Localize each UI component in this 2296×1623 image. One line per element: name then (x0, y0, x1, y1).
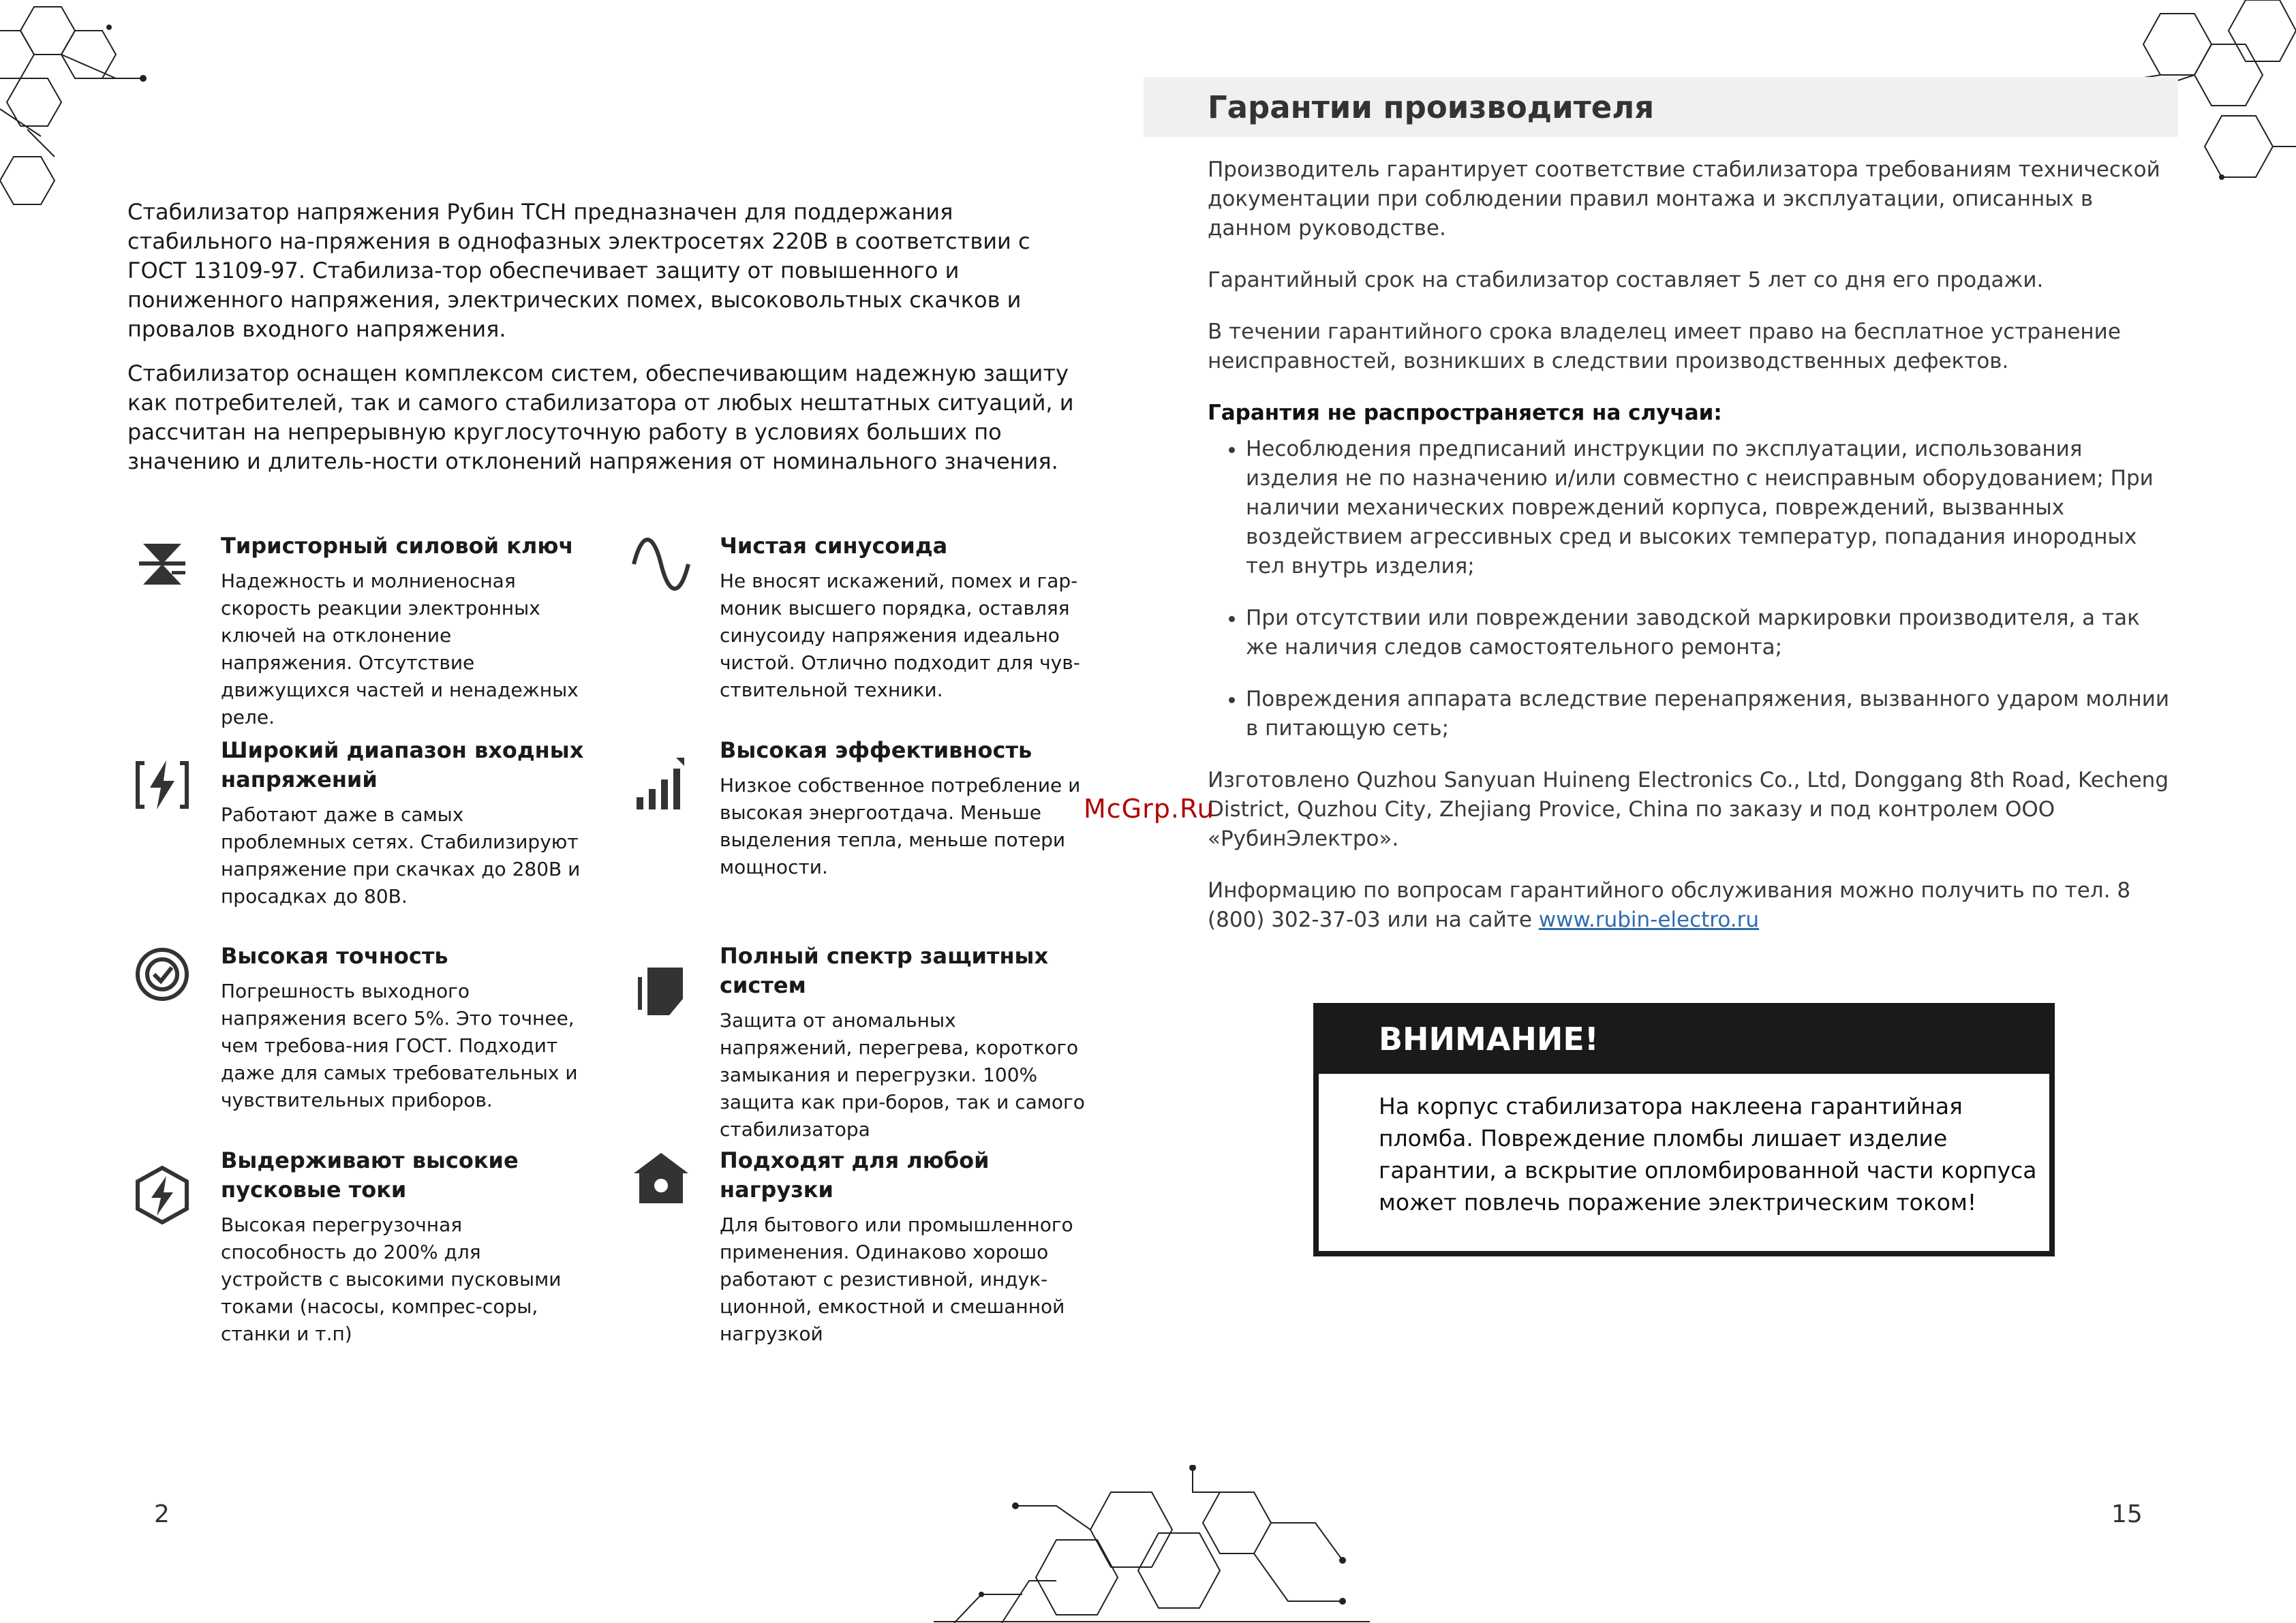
website-link[interactable]: www.rubin-electro.ru (1538, 908, 1760, 932)
feature-title: Чистая синусоида (720, 533, 948, 559)
warning-title: ВНИМАНИЕ! (1379, 1021, 1599, 1057)
thyristor-icon (129, 531, 195, 597)
contact-info (1208, 876, 2175, 935)
warranty-paragraph-1: Производитель гарантирует соответствие стабилизатора требованиям технической документации при соблюдении правил монтажа и эксплуатации, описанных в данном руководстве. (1208, 157, 2160, 241)
feature-title: Выдерживают высокие пусковые токи (221, 1147, 519, 1203)
feature-text: Защита от аномальных напряжений, перегрева, короткого замыкания и перегрузки. 100% защита как при-боров, так и самого стабилизатора (720, 1009, 1085, 1141)
list-item: • Повреждения аппарата вследствие перенапряжения, вызванного ударом молнии в питающую сеть; (1246, 685, 2175, 743)
feature-any-load (720, 1146, 1088, 1348)
feature-text: Работают даже в самых проблемных сетях. Стабилизируют напряжение при скачках до 280В и просадках до 80В. (221, 803, 581, 908)
decorative-hexagon-pattern-top-left (0, 0, 177, 218)
feature-text: Для бытового или промышленного применения. Одинаково хорошо работают с резистивной, индук-ционной, емкостной и смешанной нагрузкой (720, 1214, 1073, 1345)
sine-wave-icon (628, 531, 694, 597)
feature-title: Полный спектр защитных систем (720, 943, 1049, 998)
page-title: Гарантии производителя (1208, 89, 1655, 125)
feature-title: Высокая эффективность (720, 737, 1032, 763)
feature-efficiency (720, 736, 1088, 881)
feature-title: Подходят для любой нагрузки (720, 1147, 990, 1203)
lightning-hexagon-icon (129, 1162, 195, 1228)
feature-title: Широкий диапазон входных напряжений (221, 737, 584, 792)
feature-protection (720, 942, 1088, 1143)
feature-text: Не вносят искажений, помех и гар-моник высшего порядка, оставляя синусоиду напряжения идеально чистой. Отлично подходит для чув-ствительной техники. (720, 570, 1080, 701)
watermark: McGrp.Ru (1084, 794, 1214, 824)
list-item: • Несоблюдения предписаний инструкции по эксплуатации, использования изделия не по назначению и/или совместно с неисправным оборудованием; При наличии механических повреждений корпуса, повреждений, вызванных воздействием агрессивных сред и высоких температур, попадания инородных тел внутрь изделия; (1246, 435, 2175, 581)
left-page-number: 2 (154, 1500, 170, 1528)
house-sun-icon (628, 1146, 694, 1211)
warning-box (1313, 1003, 2055, 1256)
feature-text: Высокая перегрузочная способность до 200% для устройств с высокими пусковыми токами (насосы, компрес-соры, станки и т.п) (221, 1214, 562, 1345)
shield-layers-icon (628, 958, 694, 1023)
feature-text: Надежность и молниеносная скорость реакции электронных ключей на отклонение напряжения. Отсутствие движущихся частей и ненадежных реле. (221, 570, 579, 728)
feature-text: Низкое собственное потребление и высокая энергоотдача. Меньше выделения тепла, меньше потери мощности. (720, 774, 1081, 878)
feature-sine (720, 531, 1088, 704)
warranty-paragraph-2: Гарантийный срок на стабилизатор составляет 5 лет со дня его продажи. (1208, 268, 2044, 292)
feature-title: Тиристорный силовой ключ (221, 533, 574, 559)
feature-title: Высокая точность (221, 943, 448, 969)
feature-accuracy (221, 942, 589, 1114)
target-check-icon (129, 942, 195, 1007)
exclusions-title: Гарантия не распространяется на случаи: (1208, 401, 1722, 425)
lightning-brackets-icon (129, 752, 195, 818)
warranty-paragraph-3: В течении гарантийного срока владелец имеет право на бесплатное устранение неисправностей, возникших в следствии производственных дефектов. (1208, 320, 2121, 373)
manufacturer-info: Изготовлено Quzhou Sanyuan Huineng Electronics Co., Ltd, Donggang 8th Road, Kecheng District, Quzhou City, Zhejiang Provice, China по заказу и под контролем ООО «РубинЭлектро». (1208, 768, 2169, 851)
decorative-circuit-pattern-bottom (934, 1465, 1370, 1623)
contact-text: Информацию по вопросам гарантийного обслуживания можно получить по тел. 8 (800) 302-37-03 или на сайте (1208, 878, 2131, 932)
feature-thyristor (221, 531, 589, 731)
feature-text: Погрешность выходного напряжения всего 5%. Это точнее, чем требова-ния ГОСТ. Подходит даже для самых требовательных и чувствительных приборов. (221, 980, 578, 1111)
intro-paragraph-2: Стабилизатор оснащен комплексом систем, обеспечивающим надежную защиту как потребителей, так и самого стабилизатора от любых нештатных ситуаций, и рассчитан на непрерывную круглосуточную работу в условиях больших по значению и длитель-ности отклонений напряжения от номинального значения. (127, 360, 1074, 474)
exclusions-list (1208, 435, 2175, 743)
right-page-number: 15 (2111, 1500, 2143, 1528)
feature-startup-currents (221, 1146, 589, 1348)
list-item: • При отсутствии или повреждении заводской маркировки производителя, а так же наличия следов самостоятельного ремонта; (1246, 604, 2175, 662)
feature-voltage-range (221, 736, 589, 910)
warranty-text (1208, 155, 2175, 957)
intro-paragraph-1: Стабилизатор напряжения Рубин ТСН предназначен для поддержания стабильного на-пряжения в однофазных электросетях 220В в соответствии с ГОСТ 13109-97. Стабилиза-тор обеспечивает защиту от повышенного и пониженного напряжения, электрических помех, высоковольтных скачков и провалов входного напряжения. (127, 199, 1030, 342)
signal-bars-icon (628, 752, 694, 818)
warning-text: На корпус стабилизатора наклеена гарантийная пломба. Повреждение пломбы лишает изделие гарантии, а вскрытие опломбированной части корпуса может повлечь поражение электрическим током! (1379, 1093, 2037, 1216)
intro-text (127, 198, 1082, 491)
